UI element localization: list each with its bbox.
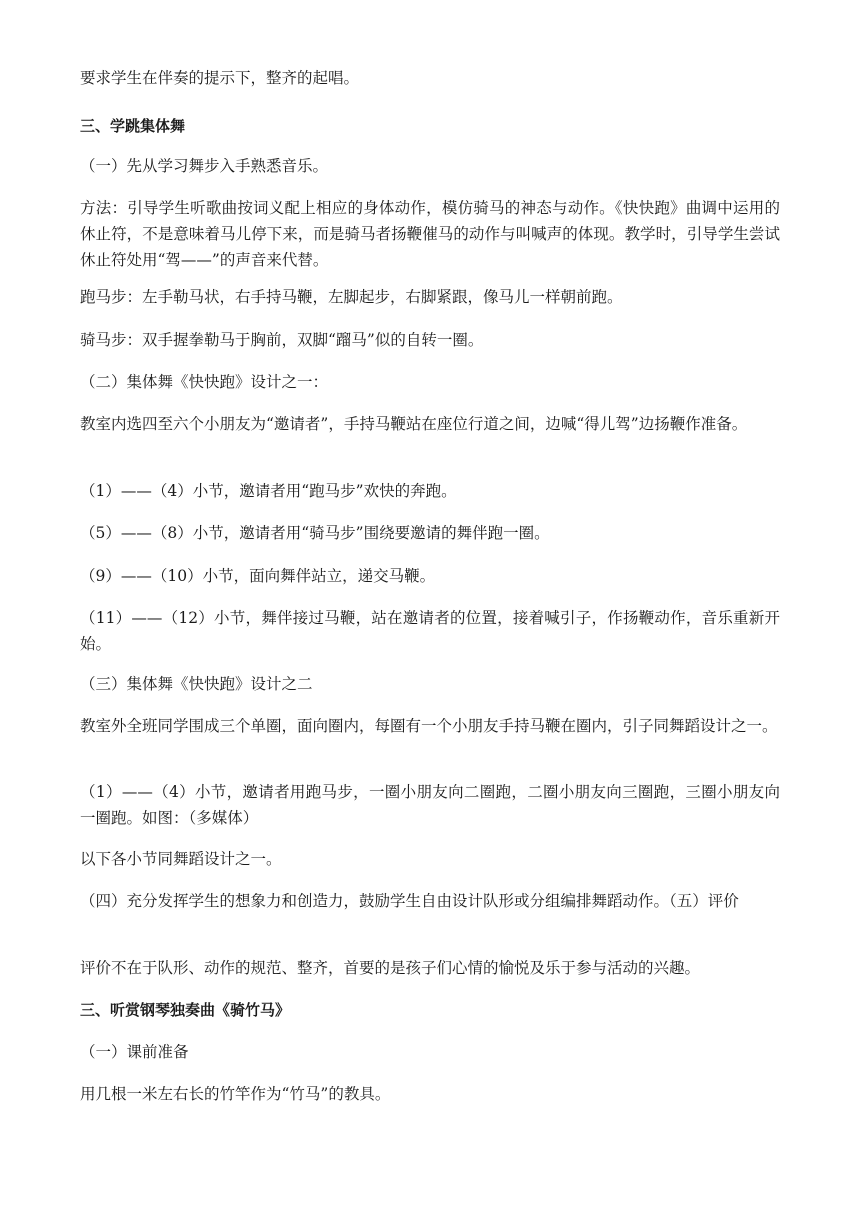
classroom-setup-paragraph: 教室内选四至六个小朋友为“邀请者”，手持马鞭站在座位行道之间，边喊“得儿驾”边扬鞭作准备。 (80, 415, 748, 433)
outdoor-setup-paragraph: 教室外全班同学围成三个单圈，面向圈内，每圈有一个小朋友手持马鞭在圈内，引子同舞蹈设计之一。 (80, 717, 778, 735)
bars-9-10-paragraph: （9）——（10）小节，面向舞伴站立，递交马鞭。 (80, 567, 436, 585)
bamboo-horse-paragraph: 用几根一米左右长的竹竿作为“竹马”的教具。 (80, 1085, 391, 1103)
bars-5-8-paragraph: （5）——（8）小节，邀请者用“骑马步”围绕要邀请的舞伴跑一圈。 (80, 524, 550, 542)
evaluation-paragraph: 评价不在于队形、动作的规范、整齐，首要的是孩子们心情的愉悦及乐于参与活动的兴趣。 (80, 959, 701, 977)
circle-run-paragraph: （1）——（4）小节，邀请者用跑马步，一圈小朋友向二圈跑，二圈小朋友向三圈跑，三圈小朋友向一圈跑。如图：（多媒体） (80, 783, 780, 827)
section-heading-dance: 三、学跳集体舞 (80, 117, 186, 135)
subsection-2-title: （二）集体舞《快快跑》设计之一： (80, 373, 329, 391)
paragraph-intro: 要求学生在伴奏的提示下，整齐的起唱。 (80, 69, 360, 87)
section-heading-piano: 三、听赏钢琴独奏曲《骑竹马》 (80, 1001, 291, 1019)
creativity-paragraph: （四）充分发挥学生的想象力和创造力，鼓励学生自由设计队形或分组编排舞蹈动作。（五）评价 (80, 892, 739, 910)
method-paragraph: 方法：引导学生听歌曲按词义配上相应的身体动作，模仿骑马的神态与动作。《快快跑》曲调中运用的休止符，不是意味着马儿停下来，而是骑马者扬鞭催马的动作与叫喊声的体现。教学时，引导学生尝试休止符处用“驾——”的声音来代替。 (80, 199, 780, 269)
remaining-bars-paragraph: 以下各小节同舞蹈设计之一。 (80, 850, 282, 868)
run-step-paragraph: 跑马步：左手勒马状，右手持马鞭，左脚起步，右脚紧跟，像马儿一样朝前跑。 (80, 288, 623, 306)
subsection-1-title: （一）先从学习舞步入手熟悉音乐。 (80, 157, 329, 175)
subsection-3-title: （三）集体舞《快快跑》设计之二 (80, 675, 313, 693)
ride-step-paragraph: 骑马步：双手握拳勒马于胸前，双脚“蹓马”似的自转一圈。 (80, 331, 484, 349)
bars-11-12-paragraph: （11）——（12）小节，舞伴接过马鞭，站在邀请者的位置，接着喊引子，作扬鞭动作，音乐重新开始。 (80, 609, 780, 653)
preparation-title: （一）课前准备 (80, 1043, 189, 1061)
bars-1-4-paragraph: （1）——（4）小节，邀请者用“跑马步”欢快的奔跑。 (80, 482, 457, 500)
